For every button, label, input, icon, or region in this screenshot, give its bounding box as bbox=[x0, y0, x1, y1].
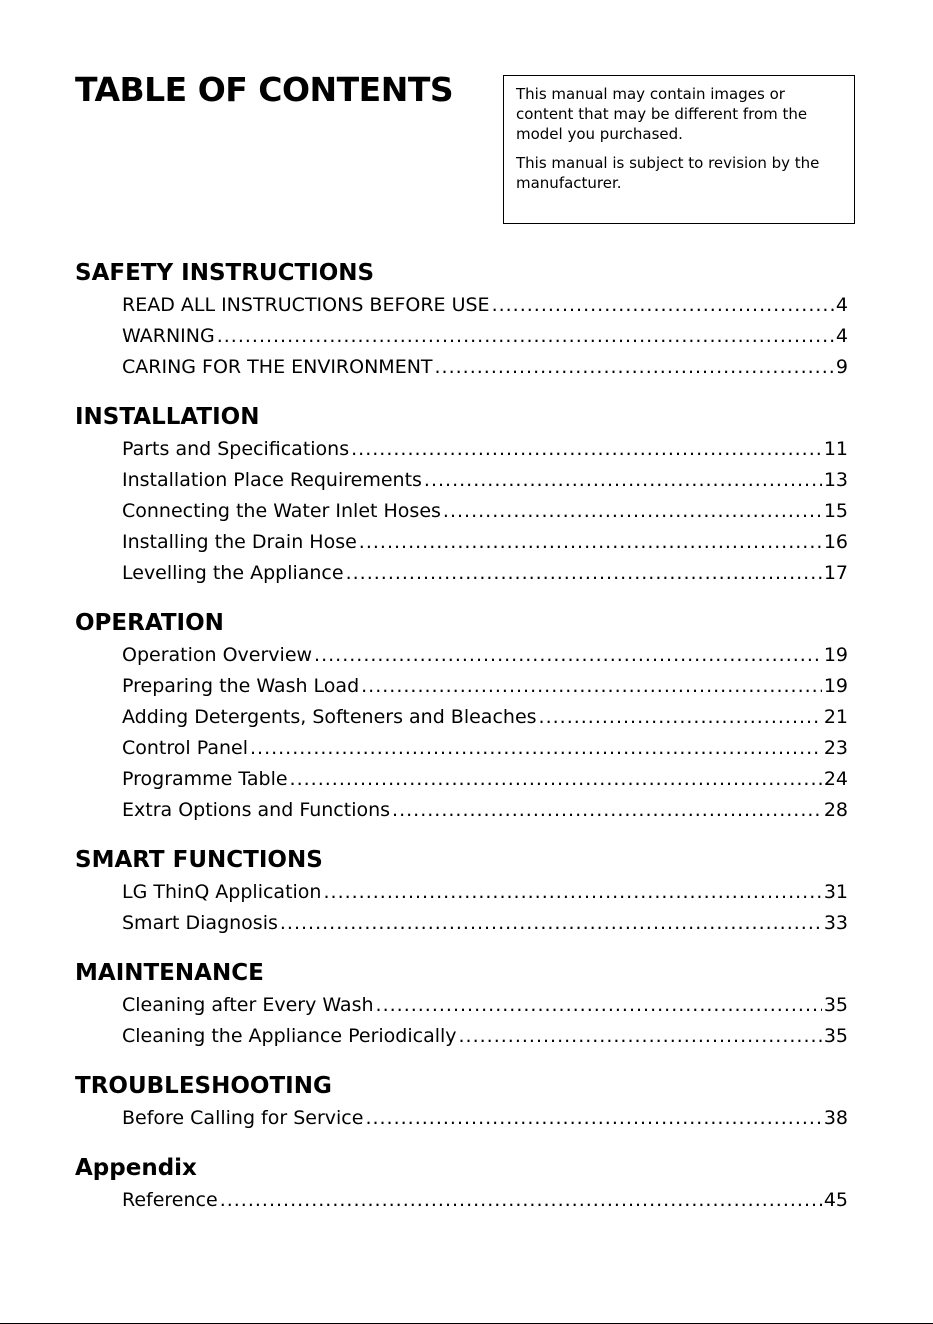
toc-entry-page: 35 bbox=[823, 1025, 848, 1047]
toc-section bbox=[75, 606, 848, 826]
toc-entry[interactable] bbox=[122, 496, 848, 527]
toc-entry-page: 38 bbox=[823, 1107, 848, 1129]
toc-entry-title: Before Calling for Service bbox=[122, 1107, 364, 1129]
section-title: SAFETY INSTRUCTIONS bbox=[75, 260, 375, 286]
toc-entry-title: Cleaning after Every Wash bbox=[122, 994, 374, 1016]
toc-entry-title: Programme Table bbox=[122, 768, 288, 790]
toc-entry-page: 15 bbox=[823, 500, 848, 522]
section-title: Appendix bbox=[75, 1155, 197, 1181]
toc-entry[interactable] bbox=[122, 434, 848, 465]
dot-leader bbox=[220, 1185, 822, 1216]
toc-entry-title: CARING FOR THE ENVIRONMENT bbox=[122, 356, 433, 378]
toc-entry-list bbox=[75, 990, 848, 1052]
toc-entry-title: Smart Diagnosis bbox=[122, 912, 278, 934]
section-title: OPERATION bbox=[75, 610, 224, 636]
dot-leader bbox=[314, 640, 822, 671]
dot-leader bbox=[359, 527, 822, 558]
dot-leader bbox=[250, 733, 822, 764]
toc-entry-title: Operation Overview bbox=[122, 644, 313, 666]
toc-entry-title: WARNING bbox=[122, 325, 215, 347]
toc-entry-page: 35 bbox=[823, 994, 848, 1016]
toc-section bbox=[75, 843, 848, 939]
toc-entry-page: 11 bbox=[823, 438, 848, 460]
toc-entry[interactable] bbox=[122, 640, 848, 671]
toc-entry-page: 16 bbox=[823, 531, 848, 553]
dot-leader bbox=[365, 1103, 821, 1134]
toc-entry-page: 28 bbox=[823, 799, 848, 821]
dot-leader bbox=[361, 671, 822, 702]
dot-leader bbox=[351, 434, 822, 465]
toc-entry[interactable] bbox=[122, 908, 848, 939]
toc-section bbox=[75, 256, 848, 383]
toc-entry[interactable] bbox=[122, 558, 848, 589]
toc-entry[interactable] bbox=[122, 290, 848, 321]
dot-leader bbox=[346, 558, 822, 589]
toc-entry-page: 33 bbox=[823, 912, 848, 934]
toc-entry-title: LG ThinQ Application bbox=[122, 881, 322, 903]
dot-leader bbox=[376, 990, 822, 1021]
table-of-contents bbox=[75, 256, 848, 1233]
toc-section bbox=[75, 1069, 848, 1134]
notice-text-revision: This manual is subject to revision by the manufacturer. bbox=[516, 154, 820, 192]
toc-entry-page: 13 bbox=[823, 469, 848, 491]
section-title: INSTALLATION bbox=[75, 404, 260, 430]
dot-leader bbox=[217, 321, 834, 352]
toc-entry-page: 21 bbox=[823, 706, 848, 728]
toc-entry[interactable] bbox=[122, 1103, 848, 1134]
toc-section bbox=[75, 400, 848, 589]
dot-leader bbox=[424, 465, 822, 496]
toc-entry-title: Installing the Drain Hose bbox=[122, 531, 357, 553]
toc-entry-title: Installation Place Requirements bbox=[122, 469, 422, 491]
toc-entry[interactable] bbox=[122, 795, 848, 826]
toc-entry-page: 17 bbox=[823, 562, 848, 584]
toc-entry-title: Preparing the Wash Load bbox=[122, 675, 360, 697]
dot-leader bbox=[435, 352, 834, 383]
toc-entry[interactable] bbox=[122, 1185, 848, 1216]
toc-entry-list bbox=[75, 1103, 848, 1134]
page-title: TABLE OF CONTENTS bbox=[75, 70, 454, 109]
toc-entry-list bbox=[75, 877, 848, 939]
dot-leader bbox=[459, 1021, 822, 1052]
toc-entry-title: Levelling the Appliance bbox=[122, 562, 344, 584]
dot-leader bbox=[290, 764, 822, 795]
toc-entry[interactable] bbox=[122, 352, 848, 383]
toc-entry[interactable] bbox=[122, 671, 848, 702]
toc-entry-page: 19 bbox=[823, 644, 848, 666]
toc-entry[interactable] bbox=[122, 877, 848, 908]
dot-leader bbox=[392, 795, 822, 826]
toc-entry-title: Control Panel bbox=[122, 737, 248, 759]
toc-entry-title: Parts and Specifications bbox=[122, 438, 350, 460]
notice-box bbox=[503, 75, 855, 224]
toc-entry-page: 19 bbox=[823, 675, 848, 697]
toc-entry-page: 4 bbox=[835, 325, 848, 347]
toc-entry[interactable] bbox=[122, 764, 848, 795]
toc-entry[interactable] bbox=[122, 733, 848, 764]
toc-entry[interactable] bbox=[122, 702, 848, 733]
toc-entry-list bbox=[75, 290, 848, 383]
section-title: SMART FUNCTIONS bbox=[75, 847, 323, 873]
toc-section bbox=[75, 1151, 848, 1216]
dot-leader bbox=[280, 908, 822, 939]
toc-entry-title: Extra Options and Functions bbox=[122, 799, 391, 821]
toc-entry-page: 24 bbox=[823, 768, 848, 790]
toc-entry[interactable] bbox=[122, 321, 848, 352]
toc-entry-title: Cleaning the Appliance Periodically bbox=[122, 1025, 457, 1047]
toc-entry[interactable] bbox=[122, 990, 848, 1021]
toc-entry-page: 45 bbox=[823, 1189, 848, 1211]
toc-entry-page: 23 bbox=[823, 737, 848, 759]
toc-entry-page: 4 bbox=[835, 294, 848, 316]
toc-section bbox=[75, 956, 848, 1052]
toc-entry-list bbox=[75, 1185, 848, 1216]
dot-leader bbox=[443, 496, 822, 527]
toc-entry-page: 31 bbox=[823, 881, 848, 903]
toc-entry-title: Connecting the Water Inlet Hoses bbox=[122, 500, 441, 522]
toc-entry-page: 9 bbox=[835, 356, 848, 378]
notice-text-images: This manual may contain images or content that may be different from the model you purchased. bbox=[516, 85, 808, 143]
toc-entry[interactable] bbox=[122, 1021, 848, 1052]
toc-entry[interactable] bbox=[122, 465, 848, 496]
toc-entry-list bbox=[75, 640, 848, 826]
dot-leader bbox=[492, 290, 834, 321]
dot-leader bbox=[323, 877, 821, 908]
dot-leader bbox=[539, 702, 822, 733]
toc-entry-title: Adding Detergents, Softeners and Bleaches bbox=[122, 706, 537, 728]
toc-entry[interactable] bbox=[122, 527, 848, 558]
toc-entry-title: Reference bbox=[122, 1189, 218, 1211]
section-title: MAINTENANCE bbox=[75, 960, 264, 986]
toc-entry-title: READ ALL INSTRUCTIONS BEFORE USE bbox=[122, 294, 490, 316]
section-title: TROUBLESHOOTING bbox=[75, 1073, 332, 1099]
toc-entry-list bbox=[75, 434, 848, 589]
